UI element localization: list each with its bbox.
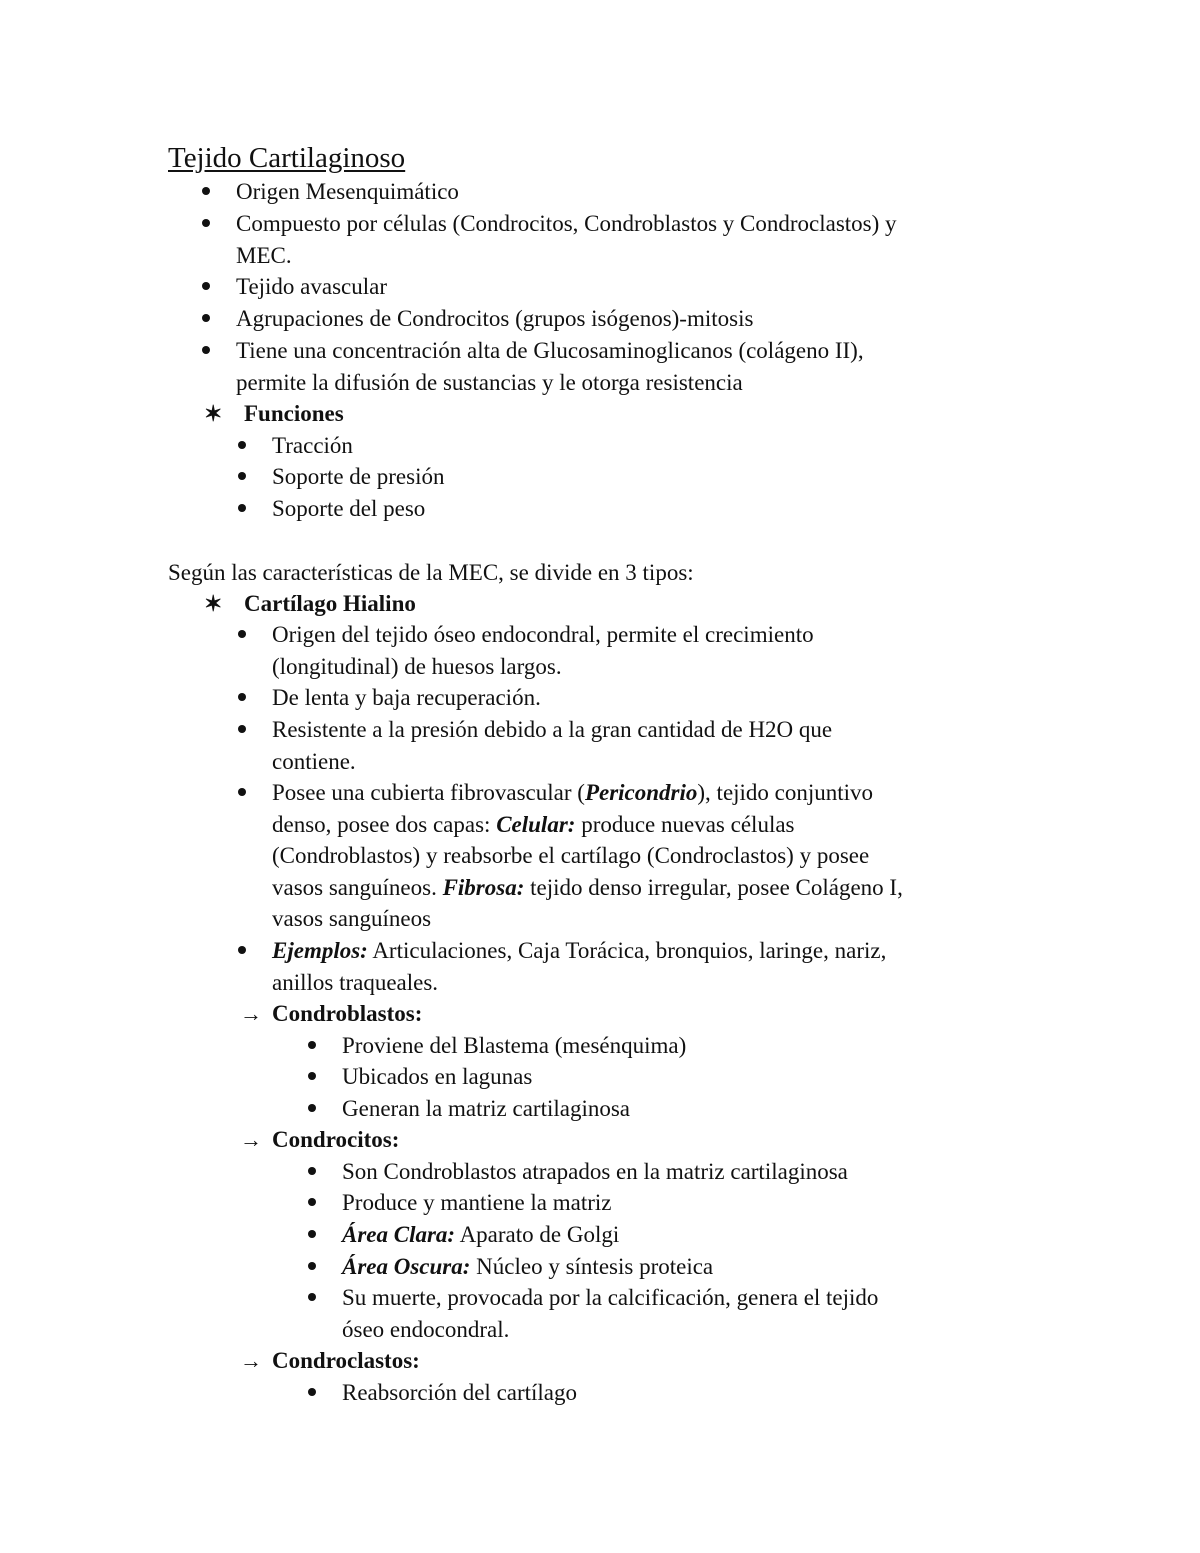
bullet-icon xyxy=(202,187,210,195)
bullet-icon xyxy=(238,946,246,954)
arrow-right-icon: → xyxy=(240,1348,262,1373)
bullet-icon xyxy=(308,1262,316,1270)
section-heading-funciones: ✶ Funciones xyxy=(244,398,344,430)
bullet-icon xyxy=(238,788,246,796)
arrow-right-icon: → xyxy=(240,1001,262,1026)
list-item: Son Condroblastos atrapados en la matriz cartilaginosa xyxy=(342,1156,848,1188)
bullet-icon xyxy=(308,1230,316,1238)
list-item: Soporte de presión xyxy=(272,461,444,493)
subsection-heading-condroblastos: → Condroblastos: xyxy=(272,998,422,1030)
star-bullet-icon: ✶ xyxy=(204,401,223,426)
section-heading-hialino: ✶ Cartílago Hialino xyxy=(244,588,416,620)
bullet-icon xyxy=(308,1041,316,1049)
list-item: Posee una cubierta fibrovascular (Pericondrio), tejido conjuntivo denso, posee dos capas: Celular: produce nuevas células (Condroblastos) y reabsorbe el cartílago (Condroclastos) y posee vasos sanguíneos. Fibrosa: tejido denso irregular, posee Colágeno I, vasos sanguíneos xyxy=(272,777,903,935)
bullet-icon xyxy=(308,1293,316,1301)
subsection-heading-condroclastos: → Condroclastos: xyxy=(272,1345,420,1377)
list-item: Agrupaciones de Condrocitos (grupos isógenos)-mitosis xyxy=(236,303,753,335)
list-item: Resistente a la presión debido a la gran cantidad de H2O que contiene. xyxy=(272,714,832,777)
bullet-icon xyxy=(202,314,210,322)
list-item: Ejemplos: Articulaciones, Caja Torácica, bronquios, laringe, nariz, anillos traqueales. xyxy=(272,935,886,998)
bullet-icon xyxy=(202,346,210,354)
list-item: Produce y mantiene la matriz xyxy=(342,1187,612,1219)
list-item: Tiene una concentración alta de Glucosaminoglicanos (colágeno II), permite la difusión de sustancias y le otorga resistencia xyxy=(236,335,864,398)
list-item: Proviene del Blastema (mesénquima) xyxy=(342,1030,686,1062)
list-item: Origen Mesenquimático xyxy=(236,176,459,208)
bullet-icon xyxy=(238,693,246,701)
list-item: Tejido avascular xyxy=(236,271,387,303)
list-item: Origen del tejido óseo endocondral, permite el crecimiento (longitudinal) de huesos largos. xyxy=(272,619,814,682)
bullet-icon xyxy=(238,441,246,449)
bullet-icon xyxy=(308,1104,316,1112)
list-item: Ubicados en lagunas xyxy=(342,1061,532,1093)
list-item: Compuesto por células (Condrocitos, Condroblastos y Condroclastos) y MEC. xyxy=(236,208,897,271)
bullet-icon xyxy=(202,282,210,290)
bullet-icon xyxy=(238,630,246,638)
list-item: Soporte del peso xyxy=(272,493,425,525)
bullet-icon xyxy=(308,1167,316,1175)
list-item: De lenta y baja recuperación. xyxy=(272,682,541,714)
bullet-icon xyxy=(238,504,246,512)
bullet-icon xyxy=(308,1198,316,1206)
list-item: Su muerte, provocada por la calcificación, genera el tejido óseo endocondral. xyxy=(342,1282,878,1345)
star-bullet-icon: ✶ xyxy=(204,591,223,616)
list-item: Reabsorción del cartílago xyxy=(342,1377,577,1409)
intro-paragraph: Según las características de la MEC, se divide en 3 tipos: xyxy=(168,560,694,585)
bullet-icon xyxy=(238,472,246,480)
subsection-heading-condrocitos: → Condrocitos: xyxy=(272,1124,399,1156)
bullet-icon xyxy=(202,219,210,227)
list-item: Área Oscura: Núcleo y síntesis proteica xyxy=(342,1251,713,1283)
list-item: Generan la matriz cartilaginosa xyxy=(342,1093,630,1125)
bullet-icon xyxy=(308,1072,316,1080)
list-item: Área Clara: Aparato de Golgi xyxy=(342,1219,619,1251)
document-title: Tejido Cartilaginoso xyxy=(168,142,406,174)
bullet-icon xyxy=(238,725,246,733)
list-item: Tracción xyxy=(272,430,353,462)
arrow-right-icon: → xyxy=(240,1127,262,1152)
bullet-icon xyxy=(308,1388,316,1396)
